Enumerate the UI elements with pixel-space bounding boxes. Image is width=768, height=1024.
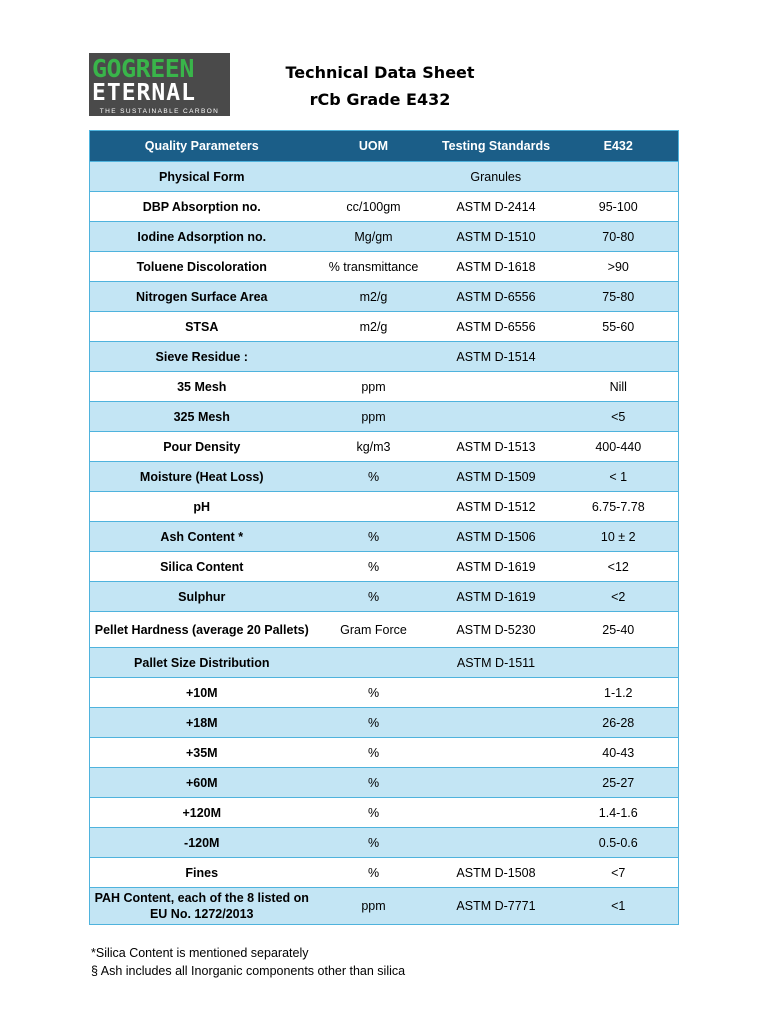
uom-cell [314,648,434,678]
standard-cell: ASTM D-1618 [434,252,559,282]
uom-cell: ppm [314,888,434,925]
value-cell: 55-60 [559,312,679,342]
value-cell: 40-43 [559,738,679,768]
logo-tagline: THE SUSTAINABLE CARBON [99,108,220,115]
table-row [90,708,679,738]
param-cell: Silica Content [90,552,314,582]
param-cell: Pour Density [90,432,314,462]
value-cell: 25-27 [559,768,679,798]
uom-cell: ppm [314,372,434,402]
uom-cell [314,342,434,372]
table-row [90,342,679,372]
param-cell: PAH Content, each of the 8 listed on EU No. 1272/2013 [90,888,314,925]
param-cell: Pallet Size Distribution [90,648,314,678]
standard-cell: ASTM D-1511 [434,648,559,678]
param-cell: +35M [90,738,314,768]
value-cell: Nill [559,372,679,402]
standard-cell: ASTM D-2414 [434,192,559,222]
param-cell: DBP Absorption no. [90,192,314,222]
value-cell: Granules [314,162,679,192]
table-row-physical-form [90,162,679,192]
standard-cell: ASTM D-7771 [434,888,559,925]
table-row [90,552,679,582]
uom-cell: cc/100gm [314,192,434,222]
uom-cell: kg/m3 [314,432,434,462]
standard-cell: ASTM D-5230 [434,612,559,648]
param-cell: Pellet Hardness (average 20 Pallets) [90,612,314,648]
standard-cell: ASTM D-1512 [434,492,559,522]
standard-cell: ASTM D-1509 [434,462,559,492]
param-cell: +60M [90,768,314,798]
header-quality-parameters: Quality Parameters [90,131,314,162]
value-cell: 10 ± 2 [559,522,679,552]
table-row [90,372,679,402]
standard-cell [434,738,559,768]
uom-cell: % transmittance [314,252,434,282]
uom-cell: ppm [314,402,434,432]
uom-cell: % [314,828,434,858]
uom-cell: % [314,522,434,552]
value-cell [559,648,679,678]
table-row [90,798,679,828]
standard-cell: ASTM D-1514 [434,342,559,372]
value-cell: >90 [559,252,679,282]
uom-cell: % [314,798,434,828]
value-cell: <7 [559,858,679,888]
value-cell: 70-80 [559,222,679,252]
table-row [90,222,679,252]
param-cell: Toluene Discoloration [90,252,314,282]
uom-cell: % [314,708,434,738]
uom-cell [314,492,434,522]
param-cell: Nitrogen Surface Area [90,282,314,312]
standard-cell [434,768,559,798]
value-cell: <2 [559,582,679,612]
table-row [90,462,679,492]
standard-cell: ASTM D-1619 [434,582,559,612]
value-cell: 75-80 [559,282,679,312]
value-cell: 1-1.2 [559,678,679,708]
param-cell: Ash Content * [90,522,314,552]
param-cell: Sieve Residue : [90,342,314,372]
value-cell [559,342,679,372]
table-row [90,282,679,312]
standard-cell: ASTM D-1513 [434,432,559,462]
spec-table [89,130,679,925]
param-cell: 35 Mesh [90,372,314,402]
uom-cell: % [314,768,434,798]
param-cell: Physical Form [90,162,314,192]
table-row [90,612,679,648]
uom-cell: % [314,552,434,582]
param-cell: +18M [90,708,314,738]
param-cell: Fines [90,858,314,888]
param-cell: +120M [90,798,314,828]
uom-cell: % [314,462,434,492]
document-title: Technical Data Sheet [285,63,475,82]
standard-cell [434,678,559,708]
value-cell: 25-40 [559,612,679,648]
value-cell: 400-440 [559,432,679,462]
standard-cell: ASTM D-1510 [434,222,559,252]
value-cell: <12 [559,552,679,582]
value-cell: 1.4-1.6 [559,798,679,828]
standard-cell [434,798,559,828]
standard-cell: ASTM D-1508 [434,858,559,888]
table-row [90,678,679,708]
table-row [90,768,679,798]
standard-cell [434,828,559,858]
standard-cell: ASTM D-1619 [434,552,559,582]
uom-cell: % [314,738,434,768]
value-cell: <5 [559,402,679,432]
standard-cell: ASTM D-6556 [434,282,559,312]
header-testing-standards: Testing Standards [434,131,559,162]
param-cell: Moisture (Heat Loss) [90,462,314,492]
header-grade: E432 [559,131,679,162]
value-cell: 26-28 [559,708,679,738]
table-row [90,402,679,432]
uom-cell: % [314,858,434,888]
document-subtitle: rCb Grade E432 [309,90,451,109]
standard-cell [434,708,559,738]
value-cell: 6.75-7.78 [559,492,679,522]
uom-cell: Mg/gm [314,222,434,252]
logo-line-2: ETERNAL [92,80,196,106]
table-row [90,312,679,342]
uom-cell: % [314,582,434,612]
uom-cell: m2/g [314,282,434,312]
table-row [90,828,679,858]
table-row [90,432,679,462]
value-cell: < 1 [559,462,679,492]
table-row [90,648,679,678]
param-cell: 325 Mesh [90,402,314,432]
uom-cell: m2/g [314,312,434,342]
table-row [90,888,679,925]
company-logo [89,53,230,116]
param-cell: Iodine Adsorption no. [90,222,314,252]
table-row [90,582,679,612]
standard-cell [434,372,559,402]
uom-cell: Gram Force [314,612,434,648]
value-cell: 0.5-0.6 [559,828,679,858]
standard-cell: ASTM D-6556 [434,312,559,342]
value-cell: <1 [559,888,679,925]
uom-cell: % [314,678,434,708]
table-row [90,492,679,522]
param-cell: STSA [90,312,314,342]
table-row [90,522,679,552]
table-row [90,192,679,222]
footnote-ash: § Ash includes all Inorganic components other than silica [91,964,406,978]
table-row [90,252,679,282]
logo-line-1: GOGREEN [92,54,194,83]
standard-cell: ASTM D-1506 [434,522,559,552]
table-header-row [90,131,679,162]
value-cell: 95-100 [559,192,679,222]
param-cell: -120M [90,828,314,858]
param-cell: pH [90,492,314,522]
header-uom: UOM [314,131,434,162]
footnote-silica: *Silica Content is mentioned separately [91,946,309,960]
table-row [90,858,679,888]
param-cell: Sulphur [90,582,314,612]
standard-cell [434,402,559,432]
param-cell: +10M [90,678,314,708]
table-row [90,738,679,768]
